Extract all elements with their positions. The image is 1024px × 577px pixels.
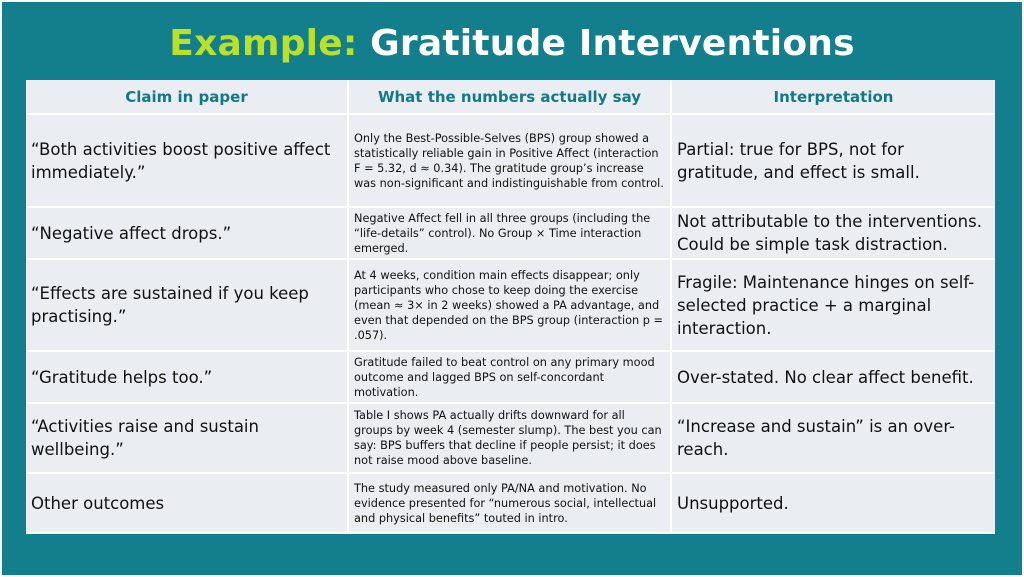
claim-cell: “Activities raise and sustain wellbeing.” <box>26 404 349 474</box>
interpretation-cell: Fragile: Maintenance hinges on self-selected practice + a marginal interaction. <box>672 260 995 352</box>
interpretation-cell: Unsupported. <box>672 474 995 534</box>
numbers-cell: The study measured only PA/NA and motivation. No evidence presented for “numerous social, intellectual and physical benefits” touted in intro. <box>349 474 672 534</box>
numbers-cell: At 4 weeks, condition main effects disappear; only participants who chose to keep doing the exercise (mean ≈ 3× in 2 weeks) showed a PA advantage, and even that depended on the BPS group (interaction p = .057). <box>349 260 672 352</box>
title-main: Gratitude Interventions <box>370 23 855 64</box>
interpretation-cell: Over-stated. No clear affect benefit. <box>672 352 995 404</box>
claim-cell: “Negative affect drops.” <box>26 208 349 260</box>
table-row <box>26 115 995 208</box>
numbers-cell: Table I shows PA actually drifts downward for all groups by week 4 (semester slump). The best you can say: BPS buffers that decline if people persist; it does not raise mood above baseline. <box>349 404 672 474</box>
header-claim: Claim in paper <box>26 80 349 115</box>
header-interpretation: Interpretation <box>672 80 995 115</box>
numbers-cell: Gratitude failed to beat control on any primary mood outcome and lagged BPS on self-concordant motivation. <box>349 352 672 404</box>
title-accent: Example: <box>169 23 358 64</box>
table-header-row <box>26 80 995 115</box>
interpretation-cell: Partial: true for BPS, not for gratitude, and effect is small. <box>672 115 995 208</box>
table-row <box>26 260 995 352</box>
slide-title <box>2 22 1022 66</box>
table-row <box>26 352 995 404</box>
interpretation-cell: “Increase and sustain” is an over-reach. <box>672 404 995 474</box>
header-numbers: What the numbers actually say <box>349 80 672 115</box>
claim-cell: “Gratitude helps too.” <box>26 352 349 404</box>
table-row <box>26 474 995 534</box>
table-row <box>26 208 995 260</box>
comparison-table <box>26 80 995 534</box>
interpretation-cell: Not attributable to the interventions. Could be simple task distraction. <box>672 208 995 260</box>
claim-cell: “Effects are sustained if you keep practising.” <box>26 260 349 352</box>
numbers-cell: Only the Best-Possible-Selves (BPS) group showed a statistically reliable gain in Positive Affect (interaction F = 5.32, d ≈ 0.34). The gratitude group’s increase was non-significant and indistinguishable from control. <box>349 115 672 208</box>
claim-cell: Other outcomes <box>26 474 349 534</box>
table-row <box>26 404 995 474</box>
claim-cell: “Both activities boost positive affect immediately.” <box>26 115 349 208</box>
numbers-cell: Negative Affect fell in all three groups (including the “life-details” control). No Group × Time interaction emerged. <box>349 208 672 260</box>
